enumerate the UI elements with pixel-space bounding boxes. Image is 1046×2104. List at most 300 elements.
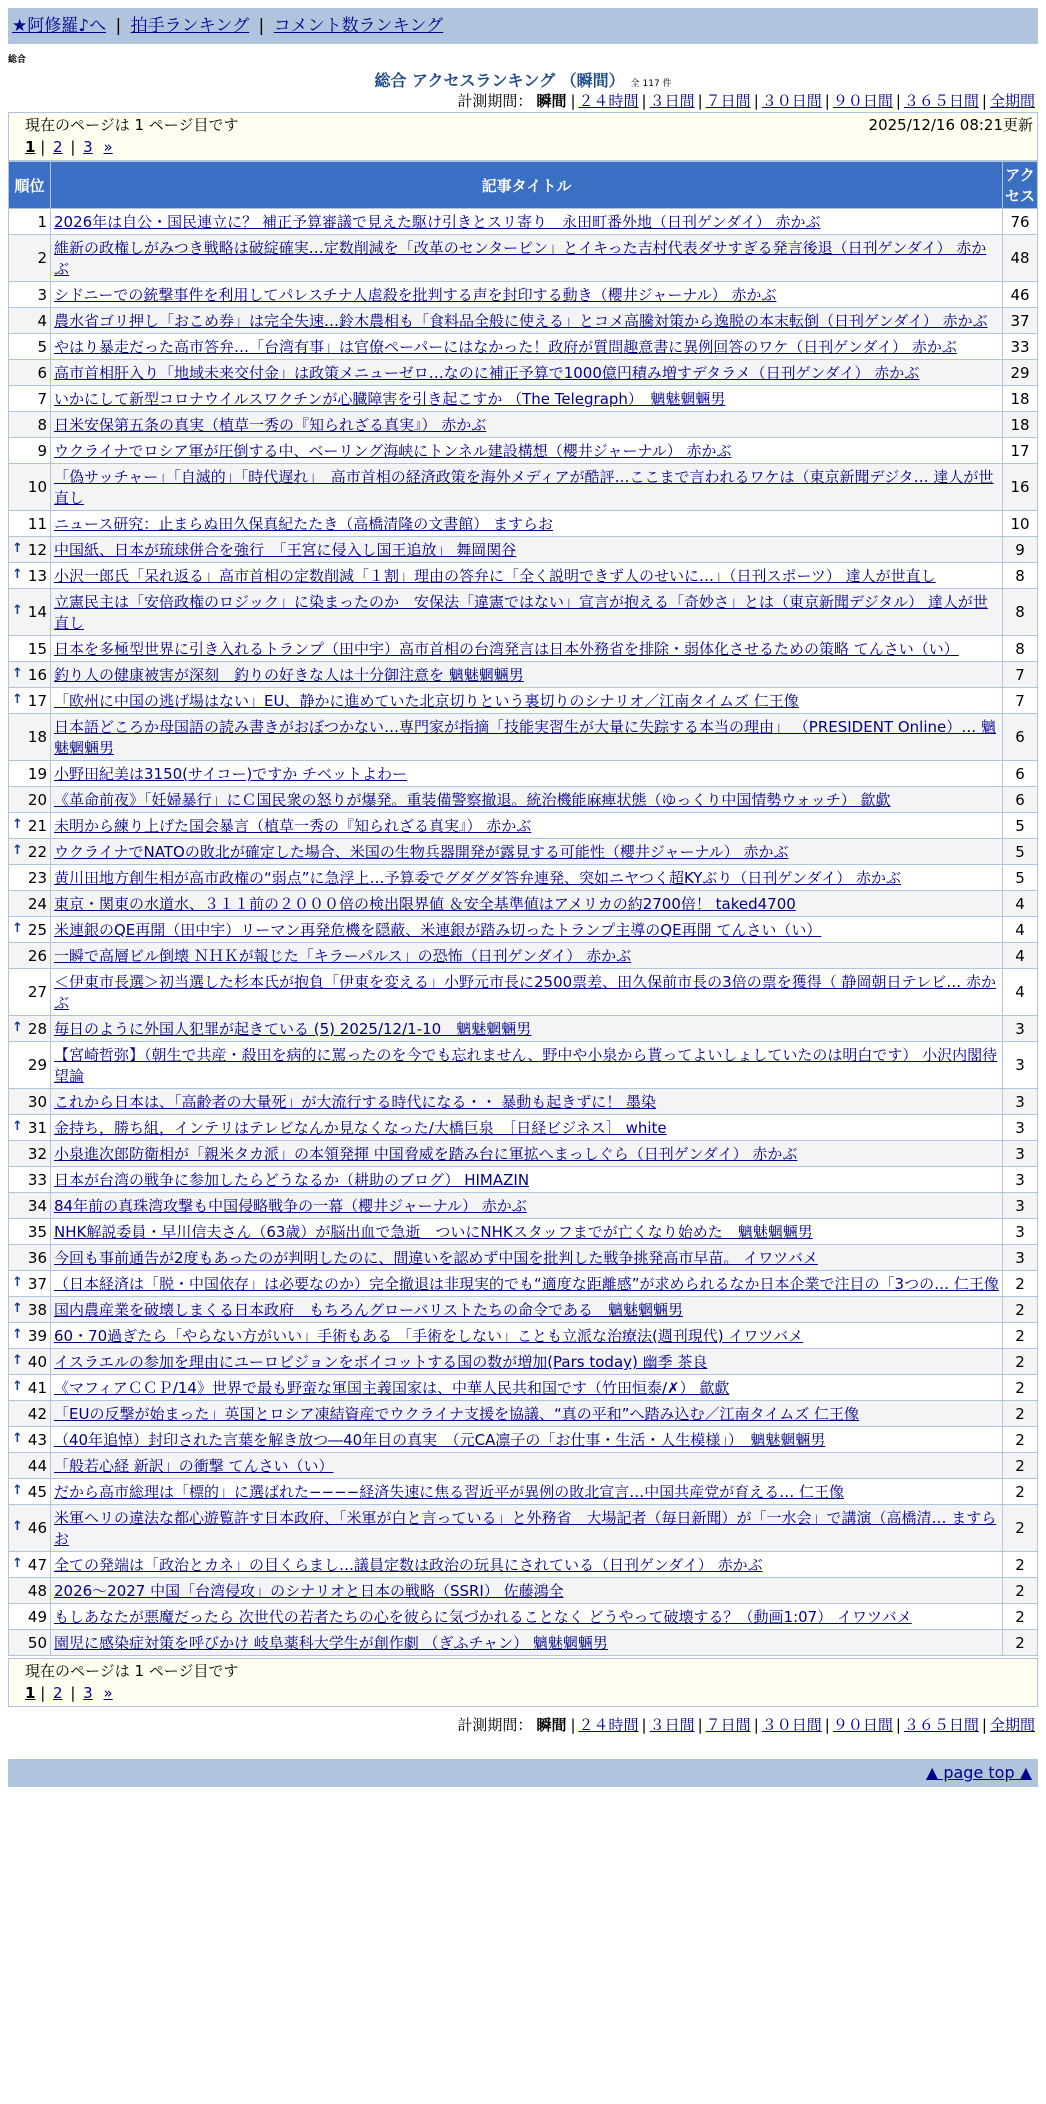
rank-number: 3 xyxy=(37,285,47,304)
rank-number: 2 xyxy=(37,249,47,267)
article-link[interactable]: いかにして新型コロナウイルスワクチンが心臓障害を引き起こすか （The Telegraph） 魑魅魍魎男 xyxy=(54,390,726,408)
article-link[interactable]: （日本経済は「脱・中国依存」は必要なのか）完全撤退は非現実的でも“適度な距離感”が求められるなか日本企業で注目の「3つの… 仁王像 xyxy=(54,1275,999,1293)
rank-number: 33 xyxy=(27,1170,47,1189)
access-count: 2 xyxy=(1003,1271,1037,1296)
table-row xyxy=(9,714,1037,760)
rank-up-arrow-icon: ↑ xyxy=(12,665,23,681)
table-row xyxy=(9,1349,1037,1374)
period-link-90d[interactable]: ９０日間 xyxy=(832,1716,893,1734)
title-cell xyxy=(51,235,1002,281)
rank-cell xyxy=(9,891,50,916)
table-row xyxy=(9,839,1037,864)
table-row xyxy=(9,1042,1037,1088)
access-count: 2 xyxy=(1003,1604,1037,1629)
access-count: 3 xyxy=(1003,1042,1037,1088)
article-link[interactable]: 一瞬で高層ビル倒壊 ＮＨＫが報じた「キラーパルス」の恐怖（日刊ゲンダイ） 赤かぶ xyxy=(54,947,632,965)
access-count: 18 xyxy=(1003,412,1037,437)
rank-cell xyxy=(9,865,50,890)
title-cell xyxy=(51,1016,1002,1041)
rank-number: 6 xyxy=(37,363,47,382)
article-link[interactable]: 維新の政権しがみつき戦略は破綻確実…定数削減を「改革のセンターピン」とイキった吉村代表ダサすぎる発言後退（日刊ゲンダイ） 赤かぶ xyxy=(54,239,987,278)
title-cell xyxy=(51,1375,1002,1400)
rank-cell xyxy=(9,334,50,359)
rank-number: 35 xyxy=(27,1222,47,1241)
article-link[interactable]: 小野田紀美は3150(サイコー)ですか チベットよわー xyxy=(54,765,407,783)
title-cell xyxy=(51,438,1002,463)
table-row xyxy=(9,1479,1037,1504)
rank-number: 15 xyxy=(27,639,47,658)
rank-number: 29 xyxy=(27,1056,47,1074)
rank-number: 5 xyxy=(37,337,47,356)
access-count: 2 xyxy=(1003,1375,1037,1400)
title-cell xyxy=(51,209,1002,234)
article-link[interactable]: 《革命前夜》「妊婦暴行」にＣ国民衆の怒りが爆発。重装備警察撤退。統治機能麻痺状態（ゆっくり中国情勢ウォッチ） 歙歔 xyxy=(54,791,891,809)
table-row xyxy=(9,360,1037,385)
article-link[interactable]: 「般若心経 新訳」の衝撃 てんさい（い） xyxy=(54,1457,334,1475)
rank-cell xyxy=(9,1297,50,1322)
rank-cell xyxy=(9,1089,50,1114)
title-cell xyxy=(51,1604,1002,1629)
access-count: 5 xyxy=(1003,839,1037,864)
rank-cell xyxy=(9,1604,50,1629)
article-link[interactable]: 小泉進次郎防衛相が「親米タカ派」の本領発揮 中国脅威を踏み台に軍拡へまっしぐら（日刊ゲンダイ） 赤かぶ xyxy=(54,1145,798,1163)
article-link[interactable]: 「EUの反撃が始まった」英国とロシア凍結資産でウクライナ支援を協議、“真の平和”へ踏み込む／江南タイムズ 仁王像 xyxy=(54,1405,860,1423)
table-row xyxy=(9,1115,1037,1140)
article-link[interactable]: 立憲民主は「安倍政権のロジック」に染まったのか 安保法「違憲ではない」宣言が抱える「奇妙さ」とは（東京新聞デジタル） 達人が世直し xyxy=(54,593,988,632)
rank-up-arrow-icon: ↑ xyxy=(12,1430,23,1446)
article-link[interactable]: 今回も事前通告が2度もあったのが判明したのに、間違いを認めず中国を批判した戦争挑発高市早苗。 イワツバメ xyxy=(54,1249,818,1267)
access-count: 3 xyxy=(1003,1245,1037,1270)
rank-cell xyxy=(9,412,50,437)
rank-number: 12 xyxy=(27,540,47,559)
bottom-bar xyxy=(8,1759,1038,1787)
rank-number: 25 xyxy=(27,920,47,939)
article-link[interactable]: NHK解説委員・早川信夫さん（63歳）が脳出血で急逝 ついにNHKスタッフまでが亡くなり始めた 魑魅魍魎男 xyxy=(54,1223,813,1241)
access-count: 2 xyxy=(1003,1323,1037,1348)
article-link[interactable]: 米連銀のQE再開（田中宇）リーマン再発危機を隠蔽、米連銀が踏み切ったトランプ主導のQE再開 てんさい（い） xyxy=(54,921,822,939)
nav-separator: | xyxy=(115,16,122,36)
rank-cell xyxy=(9,1219,50,1244)
rank-cell xyxy=(9,1271,50,1296)
rank-number: 20 xyxy=(27,790,47,809)
article-link[interactable]: 農水省ゴリ押し「おこめ券」は完全失速…鈴木農相も「食料品全般に使える」とコメ高騰対策から逸脱の本末転倒（日刊ゲンダイ） 赤かぶ xyxy=(54,312,988,330)
rank-number: 24 xyxy=(27,894,47,913)
next-page-link[interactable]: » xyxy=(103,138,113,156)
table-row xyxy=(9,1271,1037,1296)
rank-cell xyxy=(9,589,50,635)
rank-number: 22 xyxy=(27,842,47,861)
rank-up-arrow-icon: ↑ xyxy=(12,603,23,618)
title-cell xyxy=(51,589,1002,635)
access-count: 2 xyxy=(1003,1349,1037,1374)
rank-cell xyxy=(9,688,50,713)
table-row xyxy=(9,1630,1037,1655)
title-cell xyxy=(51,714,1002,760)
access-count: 37 xyxy=(1003,308,1037,333)
access-count: 76 xyxy=(1003,209,1037,234)
rank-number: 38 xyxy=(27,1300,47,1319)
rank-number: 8 xyxy=(37,415,47,434)
rank-number: 9 xyxy=(37,441,47,460)
access-count: 2 xyxy=(1003,1479,1037,1504)
table-row xyxy=(9,1193,1037,1218)
rank-cell xyxy=(9,511,50,536)
title-cell xyxy=(51,813,1002,838)
rank-number: 40 xyxy=(27,1352,47,1371)
rank-number: 7 xyxy=(37,389,47,408)
period-link-24h[interactable]: ２４時間 xyxy=(578,1716,639,1734)
title-cell xyxy=(51,1349,1002,1374)
rank-number: 42 xyxy=(27,1404,47,1423)
title-cell xyxy=(51,1141,1002,1166)
rank-cell xyxy=(9,1375,50,1400)
title-cell xyxy=(51,360,1002,385)
rank-number: 36 xyxy=(27,1248,47,1267)
table-row xyxy=(9,412,1037,437)
rank-up-arrow-icon: ↑ xyxy=(12,920,23,936)
title-cell xyxy=(51,1505,1002,1551)
rank-number: 19 xyxy=(27,764,47,783)
rank-cell xyxy=(9,386,50,411)
table-row xyxy=(9,1089,1037,1114)
rank-number: 34 xyxy=(27,1196,47,1215)
table-row xyxy=(9,636,1037,661)
table-row xyxy=(9,511,1037,536)
article-link[interactable]: 未明から練り上げた国会暴言（植草一秀の『知られざる真実』） 赤かぶ xyxy=(54,817,532,835)
article-link[interactable]: イスラエルの参加を理由にユーロビジョンをボイコットする国の数が増加(Pars today) 幽季 茶良 xyxy=(54,1353,708,1371)
period-link-all[interactable]: 全期間 xyxy=(989,92,1035,110)
access-count: 46 xyxy=(1003,282,1037,307)
access-count: 6 xyxy=(1003,787,1037,812)
access-count: 2 xyxy=(1003,1630,1037,1655)
table-row xyxy=(9,464,1037,510)
table-row xyxy=(9,813,1037,838)
nav-separator: | xyxy=(258,16,265,36)
rank-number: 27 xyxy=(27,983,47,1001)
article-link[interactable]: （40年追悼）封印された言葉を解き放つ―40年目の真実 （元CA凛子の「お仕事・生活・人生模様」） 魑魅魍魎男 xyxy=(54,1431,826,1449)
article-link[interactable]: 黄川田地方創生相が高市政権の“弱点”に急浮上…予算委でグダグダ答弁連発、突如ニヤつく超KYぶり（日刊ゲンダイ） 赤かぶ xyxy=(54,869,901,887)
rank-number: 23 xyxy=(27,868,47,887)
article-link[interactable]: 【宮崎哲弥】（朝生で共産・殺田を病的に罵ったのを今でも忘れません、野中や小泉から貰ってよいしょしていたのは明白です） 小沢内閣待望論 xyxy=(54,1046,998,1085)
article-link[interactable]: これから日本は、「高齢者の大量死」が大流行する時代になる・・ 暴動も起きずに！ 墨染 xyxy=(54,1093,657,1111)
article-link[interactable]: 日本を多極型世界に引き入れるトランプ（田中宇）高市首相の台湾発言は日本外務省を排除・弱体化させるための策略 てんさい（い） xyxy=(54,640,959,658)
article-link[interactable]: もしあなたが悪魔だったら 次世代の若者たちの心を彼らに気づかれることなく どうやって破壊する？（動画1:07） イワツバメ xyxy=(54,1608,912,1626)
rank-cell xyxy=(9,813,50,838)
header-access: アクセス xyxy=(1003,162,1037,208)
ranking-title: 総合 アクセスランキング （瞬間） xyxy=(374,71,625,90)
applause-ranking-link[interactable]: 拍手ランキング xyxy=(130,16,250,36)
access-count: 7 xyxy=(1003,662,1037,687)
title-cell xyxy=(51,865,1002,890)
title-cell xyxy=(51,412,1002,437)
rank-number: 10 xyxy=(27,478,47,496)
rank-number: 17 xyxy=(27,691,47,710)
header-title: 記事タイトル xyxy=(51,162,1002,208)
table-row xyxy=(9,1297,1037,1322)
article-link[interactable]: シドニーでの銃撃事件を利用してパレスチナ人虐殺を批判する声を封印する動き（櫻井ジャーナル） 赤かぶ xyxy=(54,286,777,304)
page-title xyxy=(8,68,1038,90)
table-row xyxy=(9,1552,1037,1577)
access-count: 8 xyxy=(1003,563,1037,588)
table-row xyxy=(9,1578,1037,1603)
article-link[interactable]: 日本語どころか母国語の読み書きがおぼつかない…専門家が指摘「技能実習生が大量に失踪する本当の理由」 （PRESIDENT Online）… 魑魅魍魎男 xyxy=(54,718,996,757)
article-link[interactable]: 中国紙、日本が琉球併合を強行 「王宮に侵入し国王追放」 舞岡関谷 xyxy=(54,541,517,559)
rank-cell xyxy=(9,282,50,307)
period-selector-top: 計測期間： 瞬間 | ２４時間 | ３日間 | ７日間 | ３０日間 | ９０日間 | ３６５日間 | 全期間 xyxy=(457,92,1035,110)
article-link[interactable]: 高市首相肝入り「地域未来交付金」は政策メニューゼロ…なのに補正予算で1000億円積み増すデタラメ（日刊ゲンダイ） 赤かぶ xyxy=(54,364,920,382)
period-link-7d[interactable]: ７日間 xyxy=(705,1716,751,1734)
title-cell xyxy=(51,1630,1002,1655)
access-count: 6 xyxy=(1003,714,1037,760)
table-row xyxy=(9,1505,1037,1551)
access-count: 5 xyxy=(1003,813,1037,838)
table-row xyxy=(9,1016,1037,1041)
access-count: 17 xyxy=(1003,438,1037,463)
rank-up-arrow-icon: ↑ xyxy=(12,1019,23,1035)
article-link[interactable]: 小沢一郎氏「呆れ返る」高市首相の定数削減「１割」理由の答弁に「全く説明できず人のせいに…」（日刊スポーツ） 達人が世直し xyxy=(54,567,936,585)
rank-number: 16 xyxy=(27,665,47,684)
access-count: 10 xyxy=(1003,511,1037,536)
rank-number: 46 xyxy=(27,1519,47,1537)
table-row xyxy=(9,969,1037,1015)
rank-cell xyxy=(9,787,50,812)
rank-cell xyxy=(9,1505,50,1551)
article-link[interactable]: ウクライナでNATOの敗北が確定した場合、米国の生物兵器開発が露見する可能性（櫻井ジャーナル） 赤かぶ xyxy=(54,843,789,861)
rank-number: 4 xyxy=(37,311,47,330)
title-cell xyxy=(51,1115,1002,1140)
rank-number: 43 xyxy=(27,1430,47,1449)
rank-number: 37 xyxy=(27,1274,47,1293)
access-count: 3 xyxy=(1003,1089,1037,1114)
rank-cell xyxy=(9,1578,50,1603)
period-link-3d[interactable]: ３日間 xyxy=(649,1716,695,1734)
page-2-link[interactable]: 2 xyxy=(53,1684,63,1702)
access-count: 2 xyxy=(1003,1427,1037,1452)
rank-cell xyxy=(9,943,50,968)
rank-cell xyxy=(9,1016,50,1041)
rank-number: 32 xyxy=(27,1144,47,1163)
home-link[interactable]: ★阿修羅♪へ xyxy=(12,16,107,36)
article-link[interactable]: 2026〜2027 中国「台湾侵攻」のシナリオと日本の戦略（SSRI） 佐藤鴻全 xyxy=(54,1582,564,1600)
access-count: 2 xyxy=(1003,1401,1037,1426)
rank-number: 41 xyxy=(27,1378,47,1397)
rank-number: 21 xyxy=(27,816,47,835)
title-cell xyxy=(51,563,1002,588)
page-1-current: 1 xyxy=(25,138,36,156)
rank-cell xyxy=(9,209,50,234)
comment-ranking-link[interactable]: コメント数ランキング xyxy=(273,16,444,36)
access-count: 3 xyxy=(1003,1115,1037,1140)
total-count: 全 117 件 xyxy=(630,79,672,89)
top-nav-bar xyxy=(8,8,1038,44)
table-row xyxy=(9,917,1037,942)
rank-cell xyxy=(9,235,50,281)
rank-cell xyxy=(9,1427,50,1452)
title-cell xyxy=(51,839,1002,864)
article-link[interactable]: 「偽サッチャー」「自滅的」「時代遅れ」 高市首相の経済政策を海外メディアが酷評…ここまで言われるワケは（東京新聞デジタ… 達人が世直し xyxy=(54,468,994,507)
title-cell xyxy=(51,1193,1002,1218)
period-selector-bottom: 計測期間： 瞬間 | ２４時間 | ３日間 | ７日間 | ３０日間 | ９０日間 | ３６５日間 | 全期間 xyxy=(457,1716,1035,1734)
period-link-7d[interactable]: ７日間 xyxy=(705,92,751,110)
article-link[interactable]: やはり暴走だった高市答弁…「台湾有事」は官僚ペーパーにはなかった！政府が質問趣意書に異例回答のワケ（日刊ゲンダイ） 赤かぶ xyxy=(54,338,957,356)
rank-cell xyxy=(9,636,50,661)
period-link-30d[interactable]: ３０日間 xyxy=(761,1716,822,1734)
article-link[interactable]: ウクライナでロシア軍が圧倒する中、ベーリング海峡にトンネル建設構想（櫻井ジャーナル） 赤かぶ xyxy=(54,442,732,460)
period-link-30d[interactable]: ３０日間 xyxy=(761,92,822,110)
access-count: 3 xyxy=(1003,1193,1037,1218)
rank-number: 48 xyxy=(27,1581,47,1600)
access-count: 3 xyxy=(1003,1141,1037,1166)
rank-up-arrow-icon: ↑ xyxy=(12,842,23,858)
rank-number: 14 xyxy=(27,603,47,621)
access-count: 2 xyxy=(1003,1505,1037,1551)
page-2-link[interactable]: 2 xyxy=(53,138,63,156)
access-count: 7 xyxy=(1003,688,1037,713)
title-cell xyxy=(51,1323,1002,1348)
rank-up-arrow-icon: ↑ xyxy=(12,1482,23,1498)
rank-up-arrow-icon: ↑ xyxy=(12,1300,23,1316)
title-cell xyxy=(51,1245,1002,1270)
access-count: 2 xyxy=(1003,1453,1037,1478)
rank-cell xyxy=(9,537,50,562)
title-cell xyxy=(51,1427,1002,1452)
article-link[interactable]: 米軍ヘリの違法な都心遊覧許す日本政府、「米軍が白と言っている」と外務省 大場記者（毎日新聞）が「一水会」で講演（高橋清… ますらお xyxy=(54,1509,997,1548)
rank-number: 31 xyxy=(27,1118,47,1137)
title-cell xyxy=(51,308,1002,333)
rank-cell xyxy=(9,563,50,588)
rank-cell xyxy=(9,360,50,385)
article-link[interactable]: 《マフィアＣＣＰ/14》世界で最も野蛮な軍国主義国家は、中華人民共和国です（竹田恒泰/✗） 歙歔 xyxy=(54,1379,730,1397)
table-row xyxy=(9,943,1037,968)
title-cell xyxy=(51,464,1002,510)
period-link-365d[interactable]: ３６５日間 xyxy=(903,92,979,110)
table-row xyxy=(9,865,1037,890)
table-row xyxy=(9,386,1037,411)
page-3-link[interactable]: 3 xyxy=(83,1684,93,1702)
rank-up-arrow-icon: ↑ xyxy=(12,1118,23,1134)
title-cell xyxy=(51,537,1002,562)
page-3-link[interactable]: 3 xyxy=(83,138,93,156)
table-row xyxy=(9,308,1037,333)
article-link[interactable]: ＜伊東市長選＞初当選した杉本氏が抱負「伊東を変える」小野元市長に2500票差、田久保前市長の3倍の票を獲得（ 静岡朝日テレビ… 赤かぶ xyxy=(54,973,996,1012)
article-link[interactable]: 東京・関東の水道水、３１１前の２０００倍の検出限界値 ＆安全基準値はアメリカの約2700倍！ taked4700 xyxy=(54,895,796,913)
article-link[interactable]: 「欧州に中国の逃げ場はない」EU、静かに進めていた北京切りという裏切りのシナリオ／江南タイムズ 仁王像 xyxy=(54,692,799,710)
rank-number: 49 xyxy=(27,1607,47,1626)
updated-timestamp: 2025/12/16 08:21更新 xyxy=(868,116,1033,134)
rank-number: 18 xyxy=(27,728,47,746)
page-top-link[interactable]: ▲ page top ▲ xyxy=(925,1763,1032,1782)
article-link[interactable]: ニュース研究：止まらぬ田久保真紀たたき（高橋清隆の文書館） ますらお xyxy=(54,515,554,533)
title-cell xyxy=(51,1089,1002,1114)
period-link-90d[interactable]: ９０日間 xyxy=(832,92,893,110)
next-page-link[interactable]: » xyxy=(103,1684,113,1702)
table-row xyxy=(9,334,1037,359)
rank-number: 11 xyxy=(27,514,47,533)
article-link[interactable]: 日米安保第五条の真実（植草一秀の『知られざる真実』） 赤かぶ xyxy=(54,416,487,434)
article-link[interactable]: だから高市総理は「標的」に選ばれた−−−−経済失速に焦る習近平が異例の敗北宣言…中国共産党が育える… 仁王像 xyxy=(54,1483,845,1501)
article-link[interactable]: 園児に感染症対策を呼びかけ 岐阜薬科大学生が創作劇 （ぎふチャン） 魑魅魍魎男 xyxy=(54,1634,608,1652)
rank-up-arrow-icon: ↑ xyxy=(12,691,23,707)
access-count: 3 xyxy=(1003,1219,1037,1244)
rank-cell xyxy=(9,1193,50,1218)
table-row xyxy=(9,662,1037,687)
title-cell xyxy=(51,787,1002,812)
title-cell xyxy=(51,943,1002,968)
table-row xyxy=(9,1323,1037,1348)
article-link[interactable]: 全ての発端は「政治とカネ」の目くらまし…議員定数は政治の玩具にされている（日刊ゲンダイ） 赤かぶ xyxy=(54,1556,763,1574)
article-link[interactable]: 毎日のように外国人犯罪が起きている (5) 2025/12/1-10 魑魅魍魎男 xyxy=(54,1020,532,1038)
period-link-3d[interactable]: ３日間 xyxy=(649,92,695,110)
rank-number: 30 xyxy=(27,1092,47,1111)
article-link[interactable]: 釣り人の健康被害が深刻 釣りの好きな人は十分御注意を 魑魅魍魎男 xyxy=(54,666,524,684)
access-count: 4 xyxy=(1003,943,1037,968)
title-cell xyxy=(51,1578,1002,1603)
title-cell xyxy=(51,688,1002,713)
rank-up-arrow-icon: ↑ xyxy=(12,1378,23,1394)
access-count: 16 xyxy=(1003,464,1037,510)
rank-cell xyxy=(9,1323,50,1348)
period-current: 瞬間 xyxy=(536,1716,567,1734)
pagination: 1 | 2 | 3 » xyxy=(25,138,113,156)
title-cell xyxy=(51,1453,1002,1478)
rank-number: 28 xyxy=(27,1019,47,1038)
access-count: 33 xyxy=(1003,334,1037,359)
article-link[interactable]: 84年前の真珠湾攻撃も中国侵略戦争の一幕（櫻井ジャーナル） 赤かぶ xyxy=(54,1197,527,1215)
table-row xyxy=(9,589,1037,635)
title-cell xyxy=(51,662,1002,687)
header-rank: 順位 xyxy=(9,162,50,208)
title-cell xyxy=(51,1401,1002,1426)
title-cell xyxy=(51,1479,1002,1504)
table-row xyxy=(9,1245,1037,1270)
period-link-all[interactable]: 全期間 xyxy=(989,1716,1035,1734)
rank-up-arrow-icon: ↑ xyxy=(12,1274,23,1290)
rank-cell xyxy=(9,662,50,687)
article-link[interactable]: 金持ち，勝ち組，インテリはテレビなんか見なくなった/大橋巨泉 ［日経ビジネス］ white xyxy=(54,1119,667,1137)
access-count: 48 xyxy=(1003,235,1037,281)
title-cell xyxy=(51,1552,1002,1577)
rank-cell xyxy=(9,1141,50,1166)
access-count: 4 xyxy=(1003,917,1037,942)
rank-cell xyxy=(9,1245,50,1270)
article-link[interactable]: 60・70過ぎたら「やらない方がいい」手術もある 「手術をしない」ことも立派な治療法(週刊現代) イワツバメ xyxy=(54,1327,804,1345)
access-count: 2 xyxy=(1003,1578,1037,1603)
period-label: 計測期間： xyxy=(457,1716,533,1734)
article-link[interactable]: 日本が台湾の戦争に参加したらどうなるか（耕助のブログ） HIMAZIN xyxy=(54,1171,530,1189)
title-cell xyxy=(51,1271,1002,1296)
title-cell xyxy=(51,969,1002,1015)
rank-number: 13 xyxy=(27,566,47,585)
rank-cell xyxy=(9,1167,50,1192)
access-count: 2 xyxy=(1003,1297,1037,1322)
rank-cell xyxy=(9,1401,50,1426)
article-link[interactable]: 2026年は自公・国民連立に？ 補正予算審議で見えた駆け引きとスリ寄り 永田町番外地（日刊ゲンダイ） 赤かぶ xyxy=(54,213,821,231)
table-row xyxy=(9,1219,1037,1244)
rank-up-arrow-icon: ↑ xyxy=(12,816,23,832)
access-count: 6 xyxy=(1003,761,1037,786)
period-link-365d[interactable]: ３６５日間 xyxy=(903,1716,979,1734)
access-count: 8 xyxy=(1003,636,1037,661)
article-link[interactable]: 国内農産業を破壊しまくる日本政府 もちろんグローバリストたちの命令である 魑魅魍魎男 xyxy=(54,1301,683,1319)
table-row xyxy=(9,787,1037,812)
access-count: 4 xyxy=(1003,891,1037,916)
rank-number: 50 xyxy=(27,1633,47,1652)
rank-cell xyxy=(9,714,50,760)
period-link-24h[interactable]: ２４時間 xyxy=(578,92,639,110)
access-count: 9 xyxy=(1003,537,1037,562)
access-count: 3 xyxy=(1003,1167,1037,1192)
table-row xyxy=(9,537,1037,562)
